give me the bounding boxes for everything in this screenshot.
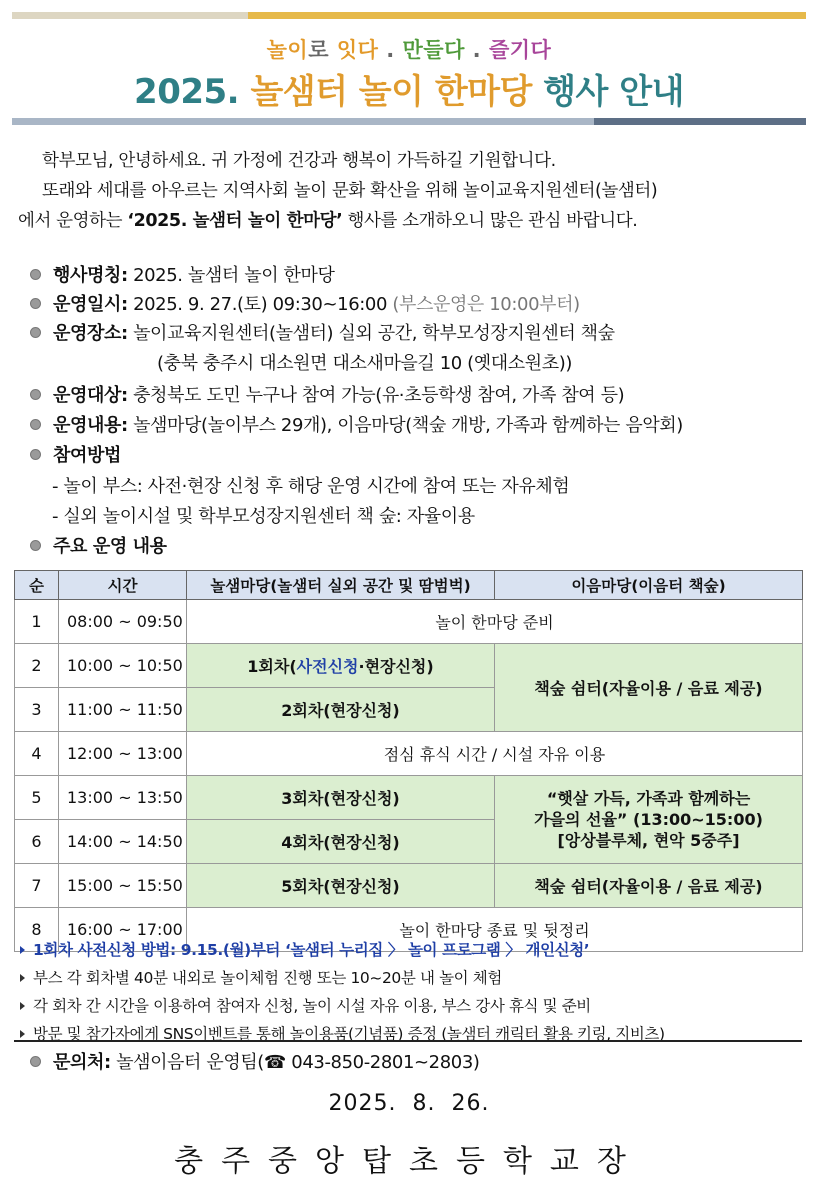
bullet-icon xyxy=(30,540,41,551)
table-row: 4 12:00 ~ 13:00 점심 휴식 시간 / 시설 자유 이용 xyxy=(15,732,803,776)
issue-date: 2025. 8. 26. xyxy=(328,1091,490,1116)
detail-event-name: 행사명칭: 2025. 놀샘터 놀이 한마당 xyxy=(30,263,334,289)
triangle-bullet-icon xyxy=(20,1030,25,1038)
detail-event-date: 운영일시: 2025. 9. 27.(토) 09:30~16:00 (부스운영은 10:00부터) xyxy=(30,292,580,318)
table-row: 6 14:00 ~ 14:50 4회차(현장신청) xyxy=(15,820,803,864)
divider xyxy=(14,1040,802,1042)
triangle-bullet-icon xyxy=(20,974,25,982)
bullet-icon xyxy=(30,327,41,338)
table-row: 7 15:00 ~ 15:50 5회차(현장신청) 책숲 쉼터(자율이용 / 음료 제공) xyxy=(15,864,803,908)
schedule-table xyxy=(14,570,803,952)
table-row: 8 16:00 ~ 17:00 놀이 한마당 종료 및 뒷정리 xyxy=(15,908,803,952)
detail-event-address: (충북 충주시 대소원면 대소새마을길 10 (옛대소원초)) xyxy=(157,353,572,374)
table-header-row: 순 시간 놀샘마당(놀샘터 실외 공간 및 땀범벅) 이음마당(이음터 책숲) xyxy=(15,571,803,600)
method-item-booth: - 놀이 부스: 사전·현장 신청 후 해당 운영 시간에 참여 또는 자유체험 xyxy=(52,476,570,497)
triangle-bullet-icon xyxy=(20,946,25,954)
contact-info: 문의처: 놀샘이음터 운영팀(☎ 043-850-2801~2803) xyxy=(30,1050,480,1076)
detail-event-place: 운영장소: 놀이교육지원센터(놀샘터) 실외 공간, 학부모성장지원센터 책숲 xyxy=(30,321,615,347)
bullet-icon xyxy=(30,298,41,309)
notes-list xyxy=(14,936,802,1048)
intro-line-2: 또래와 세대를 아우르는 지역사회 놀이 문화 확산을 위해 놀이교육지원센터(놀샘터) xyxy=(42,181,658,201)
detail-main-content: 주요 운영 내용 xyxy=(30,534,167,560)
table-row: 1 08:00 ~ 09:50 놀이 한마당 준비 xyxy=(15,600,803,644)
method-item-facility: - 실외 놀이시설 및 학부모성장지원센터 책 숲: 자율이용 xyxy=(52,506,475,527)
page-title: 2025. 놀샘터 놀이 한마당 행사 안내 xyxy=(134,72,684,112)
title-underline-bar xyxy=(12,118,806,125)
bullet-icon xyxy=(30,419,41,430)
detail-event-target: 운영대상: 충청북도 도민 누구나 참여 가능(유·초등학생 참여, 가족 참여 등) xyxy=(30,383,624,409)
phone-icon: ☎ xyxy=(263,1052,286,1073)
bullet-icon xyxy=(30,389,41,400)
note-item: 방문 및 참가자에게 SNS이벤트를 통해 놀이용품(기념품) 증정 (놀샘터 캐릭터 활용 키링, 지비츠) xyxy=(14,1020,802,1048)
top-decor-bar xyxy=(12,12,806,19)
table-row: 5 13:00 ~ 13:50 3회차(현장신청) “햇살 가득, 가족과 함께하는 가을의 선율” (13:00~15:00) [앙상블루체, 현악 5중주] xyxy=(15,776,803,820)
intro-line-1: 학부모님, 안녕하세요. 귀 가정에 건강과 행복이 가득하길 기원합니다. xyxy=(42,151,556,171)
intro-text xyxy=(18,146,808,236)
table-row: 3 11:00 ~ 11:50 2회차(현장신청) xyxy=(15,688,803,732)
bullet-icon xyxy=(30,269,41,280)
note-item: 부스 각 회차별 40분 내외로 놀이체험 진행 또는 10~20분 내 놀이 체험 xyxy=(14,964,802,992)
school-principal: 충주중앙탑초등학교장 xyxy=(174,1144,644,1179)
detail-method: 참여방법 xyxy=(30,443,121,469)
slogan: 놀이로 잇다 . 만들다 . 즐기다 xyxy=(266,38,552,62)
bullet-icon xyxy=(30,449,41,460)
note-item: 1회차 사전신청 방법: 9.15.(월)부터 ‘놀샘터 누리집 〉 놀이 프로그램 〉 개인신청’ xyxy=(14,936,802,964)
detail-event-content: 운영내용: 놀샘마당(놀이부스 29개), 이음마당(책숲 개방, 가족과 함께하는 음악회) xyxy=(30,413,683,439)
bullet-icon xyxy=(30,1056,41,1067)
note-item: 각 회차 간 시간을 이용하여 참여자 신청, 놀이 시설 자유 이용, 부스 강사 휴식 및 준비 xyxy=(14,992,802,1020)
intro-line-3: 에서 운영하는 ‘2025. 놀샘터 놀이 한마당’ 행사를 소개하오니 많은 관심 바랍니다. xyxy=(18,211,638,231)
table-row: 2 10:00 ~ 10:50 1회차(사전신청·현장신청) 책숲 쉼터(자율이용 / 음료 제공) xyxy=(15,644,803,688)
triangle-bullet-icon xyxy=(20,1002,25,1010)
